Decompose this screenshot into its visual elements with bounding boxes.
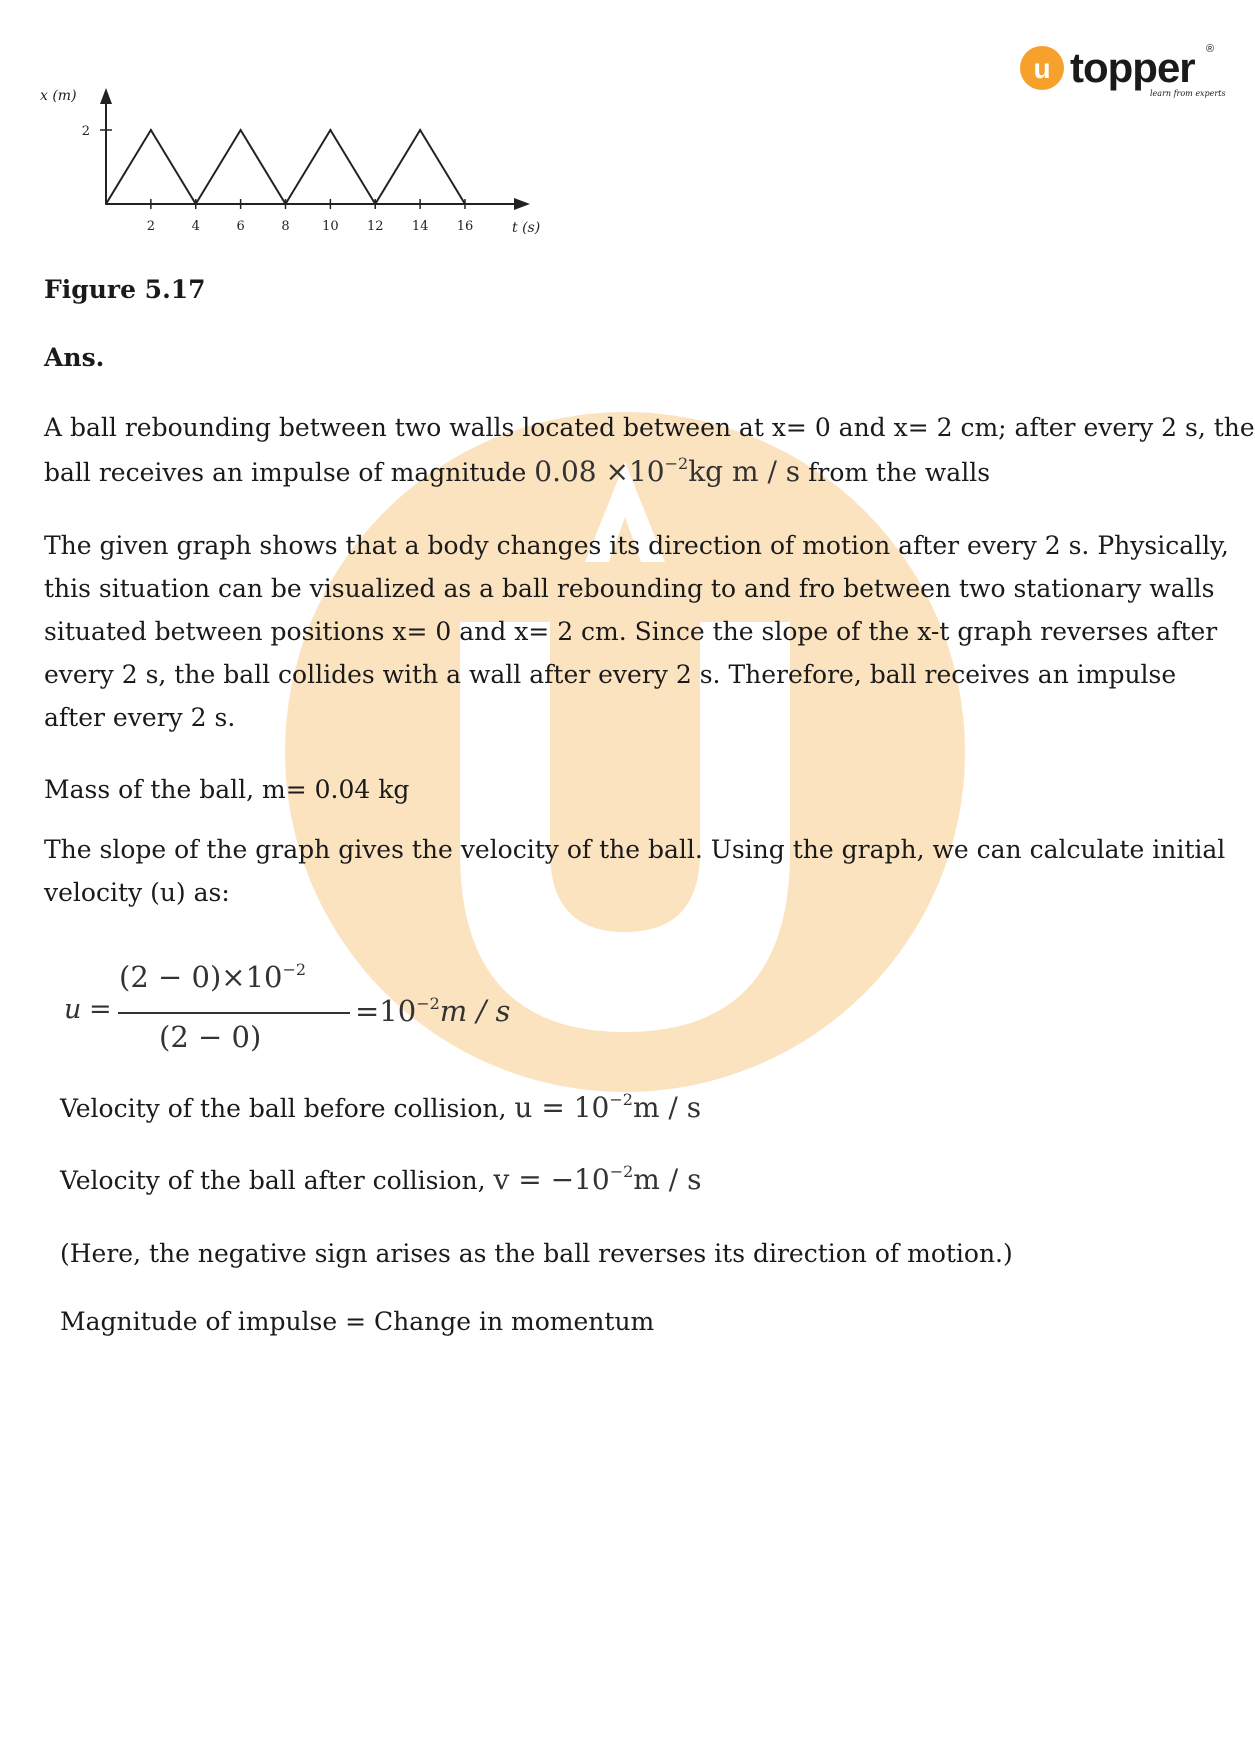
formula-denominator: (2 − 0) [159,1020,262,1054]
graph-para-line: this situation can be visualized as a ball rebounding to and fro between two stationary walls [44,574,1215,603]
slope-para-line: The slope of the graph gives the velocity of the ball. Using the graph, we can calculate initial [44,835,1226,864]
velocity-before-label: Velocity of the ball before collision, [60,1094,507,1123]
x-tick-label: 12 [366,219,384,234]
formula-equals: = [89,994,112,1025]
x-tick-label: 14 [411,219,429,234]
velocity-after-line [60,1158,701,1206]
x-tick-label: 16 [456,219,474,234]
initial-velocity-formula [64,960,511,1060]
intro-line-2-tail: from the walls [808,458,991,487]
logo-wordmark: topper [1070,44,1195,91]
intro-line-1: A ball rebounding between two walls located between at x= 0 and x= 2 cm; after every 2 s, the [44,413,1255,442]
logo-letter: u [1033,53,1051,84]
graph-para-line: situated between positions x= 0 and x= 2 cm. Since the slope of the x-t graph reverses after [44,617,1218,646]
fraction-bar [118,1012,350,1014]
answer-label: Ans. [44,343,105,372]
formula-numerator: $(2 - 0)\times 10^{-2}$ [119,960,307,994]
x-tick-label: 8 [281,219,290,234]
x-axis-label: t (s) [512,220,541,236]
graph-para-line: The given graph shows that a body changes its direction of motion after every 2 s. Physically, [44,531,1229,560]
velocity-before-line [60,1086,701,1134]
x-tick-label: 10 [322,219,339,234]
x-tick-label: 4 [191,219,200,234]
impulse-line: Magnitude of impulse = Change in momentum [60,1307,655,1336]
formula-rhs: $=10^{-2}m / s$ [355,994,511,1028]
negative-sign-note: (Here, the negative sign arises as the ball reverses its direction of motion.) [60,1239,1013,1268]
x-tick-label: 2 [146,219,156,234]
x-tick-label: 6 [236,219,245,234]
velocity-after-label: Velocity of the ball after collision, [60,1166,486,1195]
figure-caption: Figure 5.17 [44,275,206,304]
intro-line-2-text: ball receives an impulse of magnitude [44,458,527,487]
logo-tagline: learn from experts [1150,89,1226,98]
slope-para-line: velocity (u) as: [44,878,230,907]
y-axis-label: x (m) [40,88,77,104]
graph-para-line: every 2 s, the ball collides with a wall after every 2 s. Therefore, ball receives an impulse [44,660,1177,689]
impulse-math: $0.08 \times 10^{-2}kg$ m / s [534,454,801,488]
velocity-before-math: $u = 10^{-2}m / s$ [514,1090,702,1124]
logo-registered: ® [1206,43,1215,55]
y-tick-label: 2 [81,124,90,139]
velocity-after-math: $v = -10^{-2}m / s$ [493,1162,702,1196]
intro-line-2 [44,450,990,498]
graph-para-line: after every 2 s. [44,703,236,732]
mass-line: Mass of the ball, m= 0.04 kg [44,775,410,804]
formula-lhs: u [64,994,82,1025]
